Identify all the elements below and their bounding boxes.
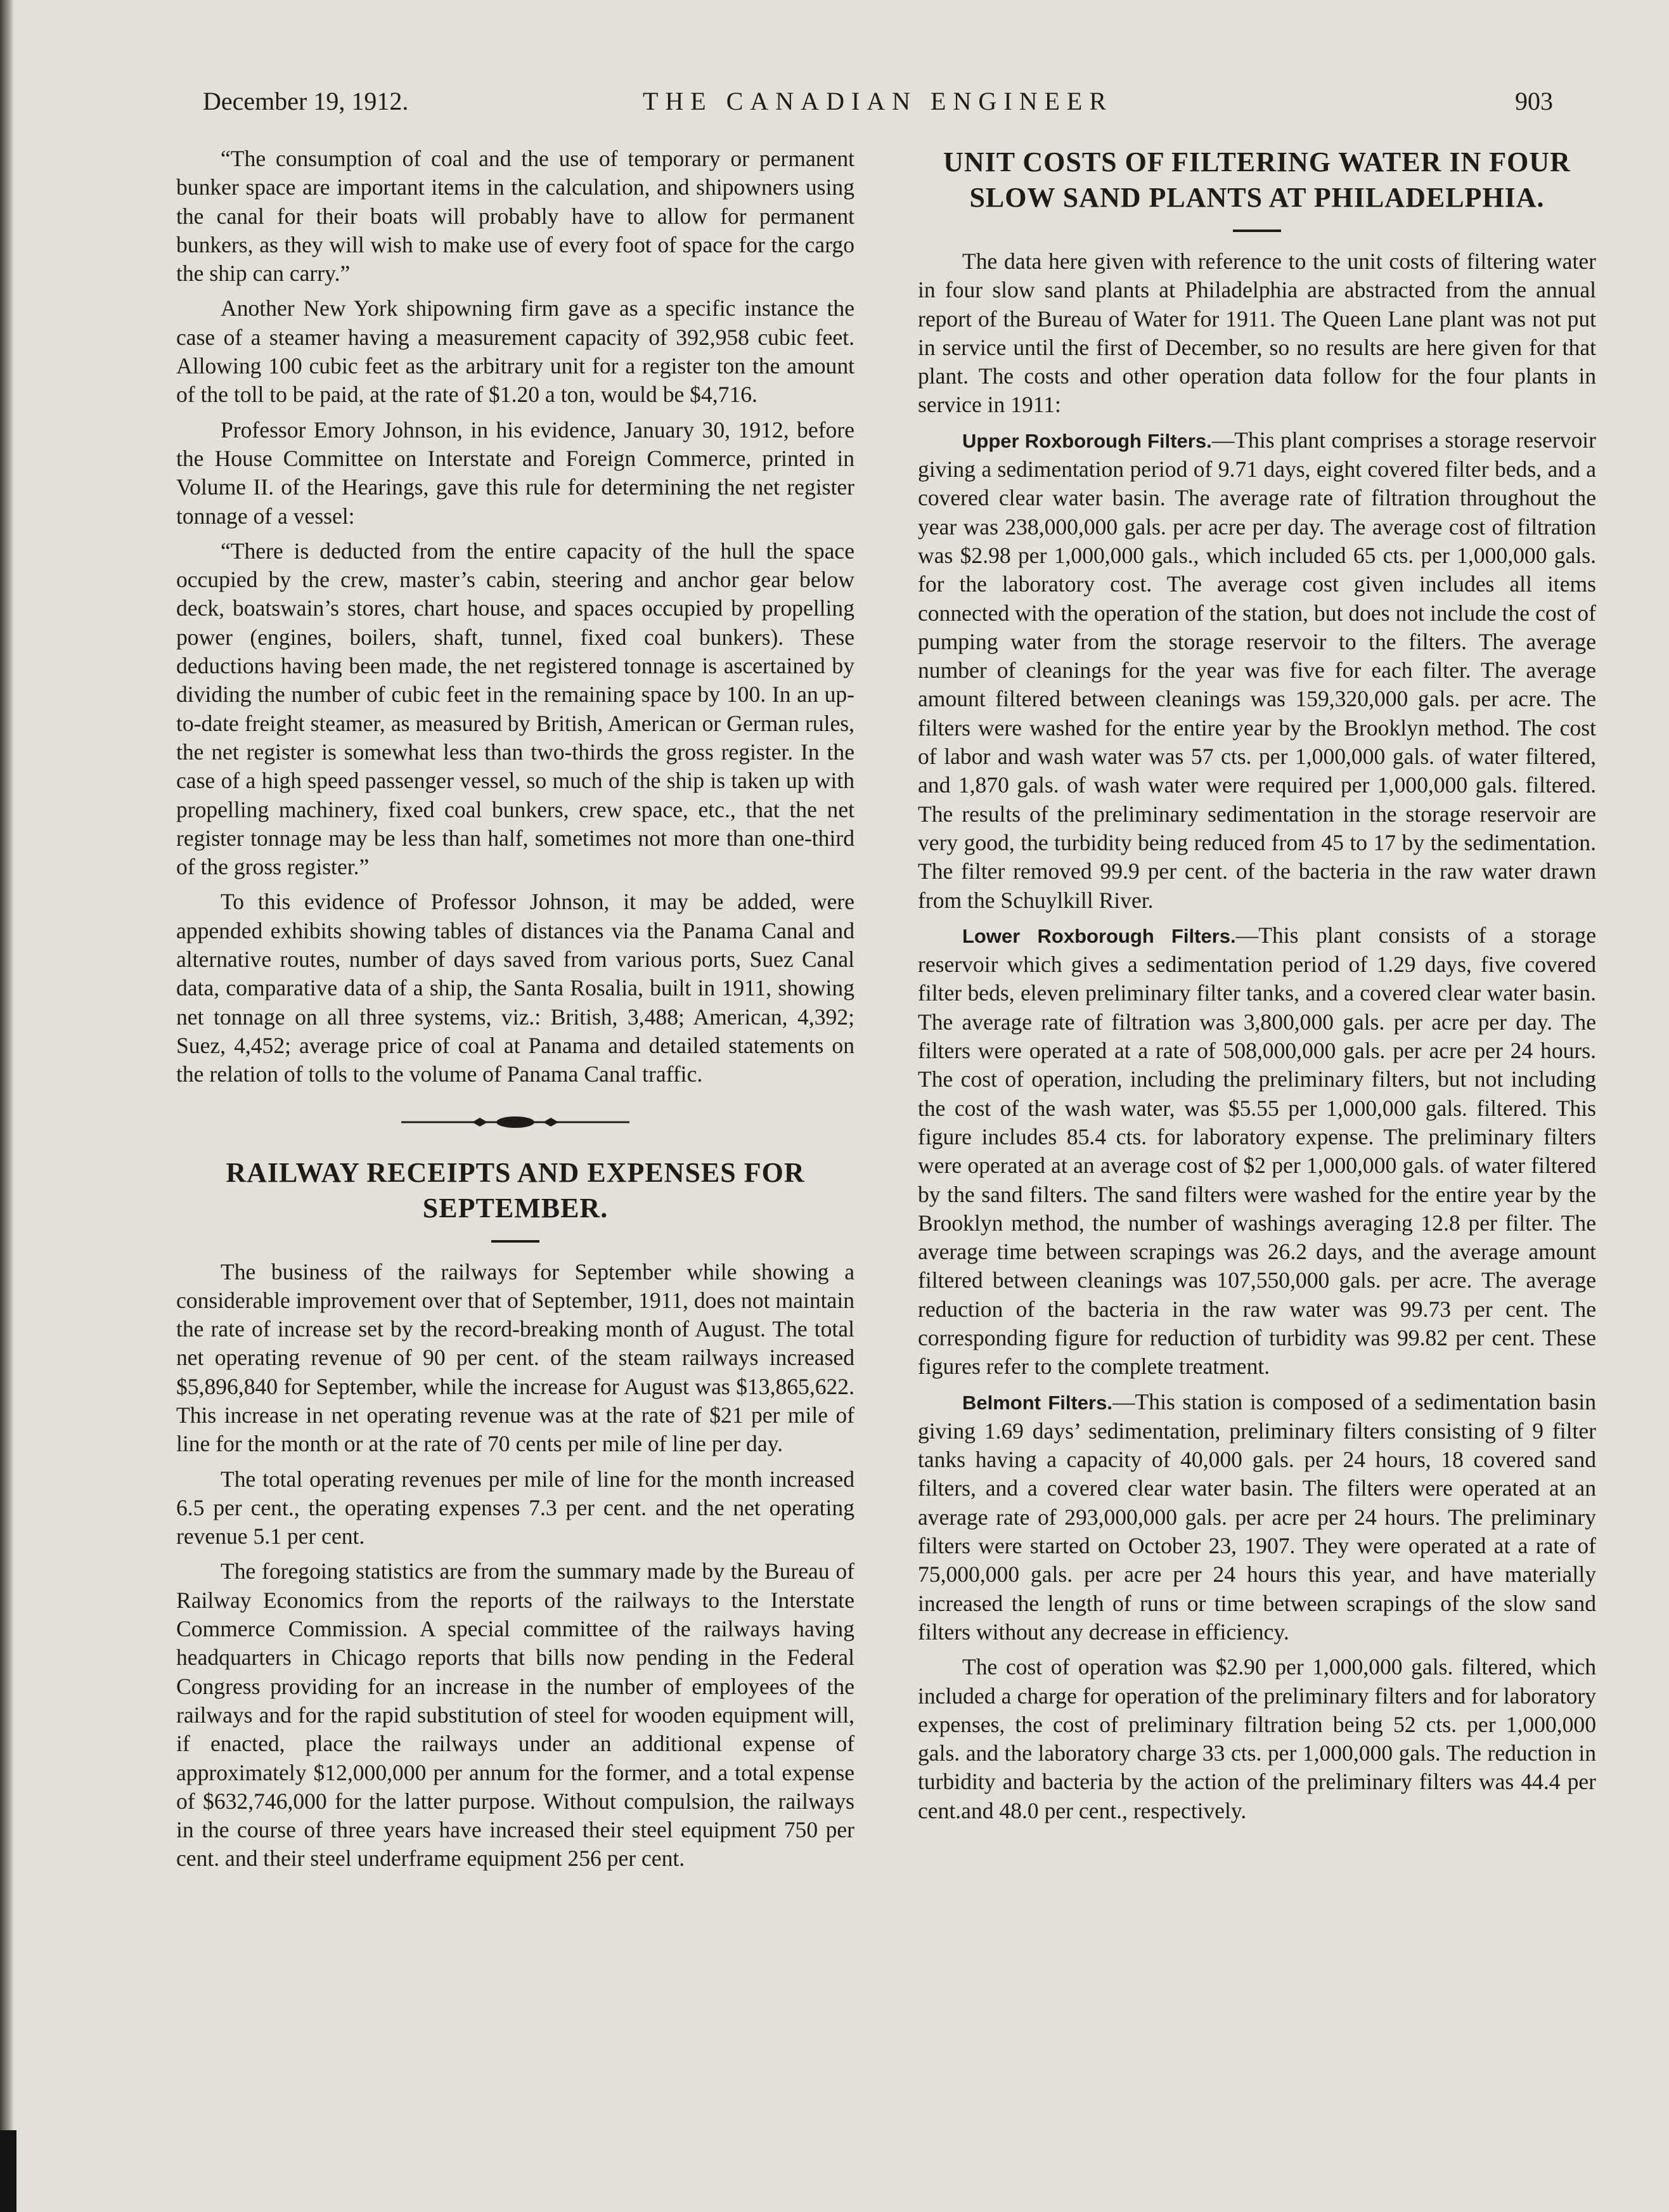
- title-line: SLOW SAND PLANTS AT PHILADELPHIA.: [969, 182, 1545, 213]
- railway-article: [176, 1155, 854, 1873]
- title-line: UNIT COSTS OF FILTERING WATER IN FOUR: [943, 146, 1571, 178]
- left-column: [176, 145, 854, 1873]
- title-rule: [491, 1240, 539, 1243]
- article-title: [918, 145, 1596, 216]
- paragraph: “The consumption of coal and the use of temporary or permanent bunker space are important items in the calculation, and shipowners using the canal for their boats will probably have to allow for permanent bunkers, as they will wish to make use of every foot of space for the cargo the ship can carry.”: [176, 146, 854, 287]
- running-header: [203, 86, 1553, 124]
- section-lower-roxborough: [918, 921, 1596, 1381]
- paragraph: To this evidence of Professor Johnson, it may be added, were appended exhibits showing tables of distances via the Panama Canal and alternative routes, number of days saved from various ports, Suez Canal data, comparative data of a ship, the Santa Rosalia, built in 1911, showing net tonnage on all three systems, viz.: British, 3,488; American, 4,392; Suez, 4,452; average price of coal at Panama and detailed statements on the relation of tolls to the volume of Panama Canal traffic.: [176, 889, 854, 1087]
- article-title: [176, 1155, 854, 1226]
- section-belmont: [918, 1388, 1596, 1647]
- section-text: —This plant consists of a storage reservoir which gives a sedimentation period of 1.29 days, five covered filter beds, eleven preliminary filter tanks, and a covered clear water basin. The average rate of filtration was 3,800,000 gals. per acre per day. The filters were operated at a rate of 508,000,000 gals. per acre per 24 hours. The cost of operation, including the preliminary filters, but not including the cost of the wash water, was $5.55 per 1,000,000 gals. filtered. This figure includes 85.4 cts. for laboratory expense. The preliminary filters were operated at an average cost of $2 per 1,000,000 gals. of water filtered by the sand filters. The sand filters were washed for the entire year by the Brooklyn method, the number of washings averaging 12.8 per filter. The average time between scrapings was 26.2 days, and the average amount filtered between cleanings was 107,550,000 gals. per acre. The average reduction of the bacteria in the raw water was 99.73 per cent. The corresponding figure for reduction of turbidity was 99.82 per cent. These figures refer to the complete treatment.: [918, 922, 1596, 1380]
- title-line: RAILWAY RECEIPTS AND EXPENSES FOR: [226, 1156, 805, 1188]
- section-heading: Upper Roxborough Filters.: [962, 429, 1212, 452]
- section-heading: Belmont Filters.: [962, 1391, 1112, 1414]
- paragraph: Professor Emory Johnson, in his evidence, January 30, 1912, before the House Committee on Interstate and Foreign Commerce, printed in Volume II. of the Hearings, gave this rule for determining the net register tonnage of a vessel:: [176, 417, 854, 529]
- section-text: —This plant comprises a storage reservoir giving a sedimentation period of 9.71 days, eight covered filter beds, and a covered clear water basin. The average rate of filtration throughout the year was 238,000,000 gals. per acre per day. The average cost of filtration was $2.98 per 1,000,000 gals., which included 65 cts. per 1,000,000 gals. for the laboratory cost. The average cost given includes all items connected with the operation of the station, but does not include the cost of pumping water from the storage reservoir to the filters. The average number of cleanings for the year was five for each filter. The average amount filtered between cleanings was 159,320,000 gals. per acre. The filters were washed for the entire year by the Brooklyn method. The cost of labor and wash water was 57 cts. per 1,000,000 gals. of water filtered, and 1,870 gals. of wash water were required per 1,000,000 gals. filtered. The results of the preliminary sedimentation in the storage reservoir are very good, the turbidity being reduced from 45 to 17 by the sedimentation. The filter removed 99.9 per cent. of the bacteria in the raw water drawn from the Schuylkill River.: [918, 427, 1596, 913]
- section-heading: Lower Roxborough Filters.: [962, 924, 1236, 947]
- paragraph: The foregoing statistics are from the summary made by the Bureau of Railway Economics from the reports of the railways to the Interstate Commerce Commission. A special committee of the railways having headquarters in Chicago reports that bills now pending in the Federal Congress providing for an increase in the number of employees of the railways and for the rapid substitution of steel for wooden equipment will, if enacted, place the railways under an additional expense of approximately $12,000,000 per annum for the former, and a total expense of $632,746,000 for the latter purpose. Without compulsion, the railways in the course of three years have increased their steel equipment 750 per cent. and their steel underframe equipment 256 per cent.: [176, 1558, 854, 1872]
- paragraph: The total operating revenues per mile of line for the month increased 6.5 per cent., the operating expenses 7.3 per cent. and the net operating revenue 5.1 per cent.: [176, 1466, 854, 1549]
- title-line: SEPTEMBER.: [422, 1192, 609, 1224]
- ornamental-divider: [401, 1115, 629, 1130]
- intro-paragraph: The data here given with reference to the unit costs of filtering water in four slow sand plants at Philadelphia are abstracted from the annual report of the Bureau of Water for 1911. The Queen Lane plant was not put in service until the first of December, so no results are here given for that plant. The costs and other operation data follow for the four plants in service in 1911:: [918, 249, 1596, 418]
- header-date: December 19, 1912.: [203, 87, 409, 115]
- section-upper-roxborough: [918, 426, 1596, 915]
- page-number: 903: [1515, 87, 1553, 115]
- right-column: [918, 145, 1596, 1825]
- page-edge-shadow: [0, 0, 14, 2212]
- title-rule: [1233, 230, 1281, 232]
- journal-title: THE CANADIAN ENGINEER: [642, 87, 1114, 115]
- paragraph: The business of the railways for September while showing a considerable improvement over that of September, 1911, does not maintain the rate of increase set by the record-breaking month of August. The total net operating revenue of 90 per cent. of the steam railways increased $5,896,840 for September, while the increase for August was $13,865,622. This increase in net operating revenue was at the rate of $21 per mile of line for the month or at the rate of 70 cents per mile of line per day.: [176, 1258, 854, 1457]
- binding-mark: [0, 2130, 16, 2212]
- closing-paragraph: The cost of operation was $2.90 per 1,000,000 gals. filtered, which included a charge for operation of the preliminary filters and for laboratory expenses, the cost of preliminary filtration being 52 cts. per 1,000,000 gals. and the laboratory charge 33 cts. per 1,000,000 gals. The reduction in turbidity and bacteria by the action of the preliminary filters was 44.4 per cent.and 48.0 per cent., respectively.: [918, 1654, 1596, 1823]
- paragraph: Another New York shipowning firm gave as a specific instance the case of a steamer having a measurement capacity of 392,958 cubic feet. Allowing 100 cubic feet as the arbitrary unit for a register ton the amount of the toll to be paid, at the rate of $1.20 a ton, would be $4,716.: [176, 295, 854, 408]
- quoted-paragraph: “There is deducted from the entire capacity of the hull the space occupied by the crew, master’s cabin, steering and anchor gear below deck, boatswain’s stores, chart house, and spaces occupied by propelling power (engines, boilers, shaft, tunnel, fixed coal bunkers). These deductions having been made, the net registered tonnage is ascertained by dividing the number of cubic feet in the remaining space by 100. In an up-to-date freight steamer, as measured by British, American or German rules, the net register is somewhat less than two-thirds the gross register. In the case of a high speed passenger vessel, so much of the ship is taken up with propelling machinery, fixed coal bunkers, crew space, etc., that the net register tonnage may be less than half, sometimes not more than one-third of the gross register.”: [176, 538, 854, 880]
- section-text: —This station is composed of a sedimentation basin giving 1.69 days’ sedimentation, preliminary filters consisting of 9 filter tanks having a capacity of 40,000 gals. per 24 hours, 18 covered sand filters, and a covered clear water basin. The filters were operated at an average rate of 293,000,000 gals. per acre per 24 hours. The preliminary filters were started on October 23, 1907. They were operated at a rate of 75,000,000 gals. per acre per 24 hours this year, and have materially increased the length of runs or time between scrapings of the slow sand filters without any decrease in efficiency.: [918, 1388, 1596, 1645]
